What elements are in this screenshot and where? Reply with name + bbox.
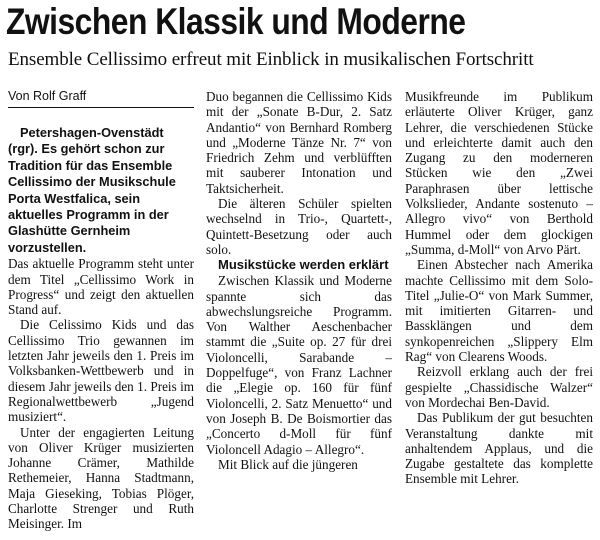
body-paragraph: Mit Blick auf die jüngeren	[218, 456, 358, 472]
article-subheadline: Ensemble Cellissimo erfreut mit Einblick in musikalischen Fortschritt	[8, 49, 534, 70]
body-paragraph: Die älteren Schüler spielten wechselnd in Trio-, Quartett-, Quintett-Besetzung oder auch solo.	[206, 196, 392, 257]
body-paragraph: Das aktuelle Programm steht unter dem Titel „Cellissimo Work in Progress“ und zeigt den aktuellen Stand auf.	[8, 256, 194, 318]
body-paragraph: Einen Abstecher nach Amerika machte Cellissimo mit dem Solo-Titel „Julie-O“ von Mark Summer, mit imitierten Gitarren- und Bassklängen und dem synkopenreichen „Slippery Elm Rag“ von Clearens Woods.	[405, 257, 593, 365]
section-subhead: Musikstücke werden erklärt	[218, 257, 389, 273]
body-paragraph: Das Publikum der gut besuchten Veranstaltung dankte mit anhaltendem Applaus, und die Zugabe gestaltete das komplette Ensemble mit Lehrer.	[405, 410, 593, 487]
body-paragraph: Reizvoll erklang auch der frei gespielte „Chassidische Walzer“ von Mordechai Ben-David.	[405, 364, 593, 410]
column-3	[405, 89, 593, 540]
body-paragraph: Musikfreunde im Publikum erläuterte Oliver Krüger, ganz Lehrer, die verschiedenen Stücke und erleichterte damit auch den Zugang zu den moderneren Stücken wie den „Zwei Paraphrasen über lettische Volkslieder, Andante sostenuto – Allegro vivo“ von Berthold Hummel oder dem glockigen „Summa, d-Moll“ von Arvo Pärt.	[405, 89, 593, 257]
body-paragraph: Zwischen Klassik und Moderne spannte sich das abwechslungsreiche Programm. Von Walther Aeschenbacher stammt die „Suite op. 27 für drei Violoncelli, Sarabande – Doppelfuge“, von Franz Lachner die „Elegie op. 160 für fünf Violoncelli, 2. Satz Menuetto“ und von Joseph B. De Boismortier das „Concerto d-Moll für fünf Violoncell Adagio – Allegro“.	[206, 273, 392, 457]
body-paragraph: Unter der engagierten Leitung von Oliver Krüger musizierten Johanne Crämer, Mathilde Rethemeier, Hanna Stadtmann, Maja Gieseking, Tobias Plöger, Charlotte Strenger und Ruth Meisinger. Im	[8, 424, 194, 532]
body-paragraph: Die Celissimo Kids und das Cellissimo Trio gewannen im letzten Jahr jeweils den 1. Preis im Volksbanken-Wettbewerb und in diesem Jahr jeweils den 1. Preis im Regionalwettbewerb „Jugend musiziert“.	[8, 317, 194, 425]
article-headline: Zwischen Klassik und Moderne	[6, 1, 466, 42]
column-2	[206, 89, 392, 540]
body-paragraph: Duo begannen die Cellissimo Kids mit der „Sonate B-Dur, 2. Satz Andantio“ von Bernhard Romberg und „Moderne Tänze Nr. 7“ von Friedrich Zehm und verblüfften mit sauberer Intonation und Taktsicherheit.	[206, 89, 392, 196]
lead-paragraph: Petershagen-Ovenstädt (rgr). Es gehört schon zur Tradition für das Ensemble Cellissimo der Musikschule Porta Westfalica, sein aktuelles Programm in der Glashütte Gernheim vorzustellen.	[8, 125, 176, 255]
column-1	[8, 88, 194, 540]
byline: Von Rolf Graff	[8, 88, 194, 108]
